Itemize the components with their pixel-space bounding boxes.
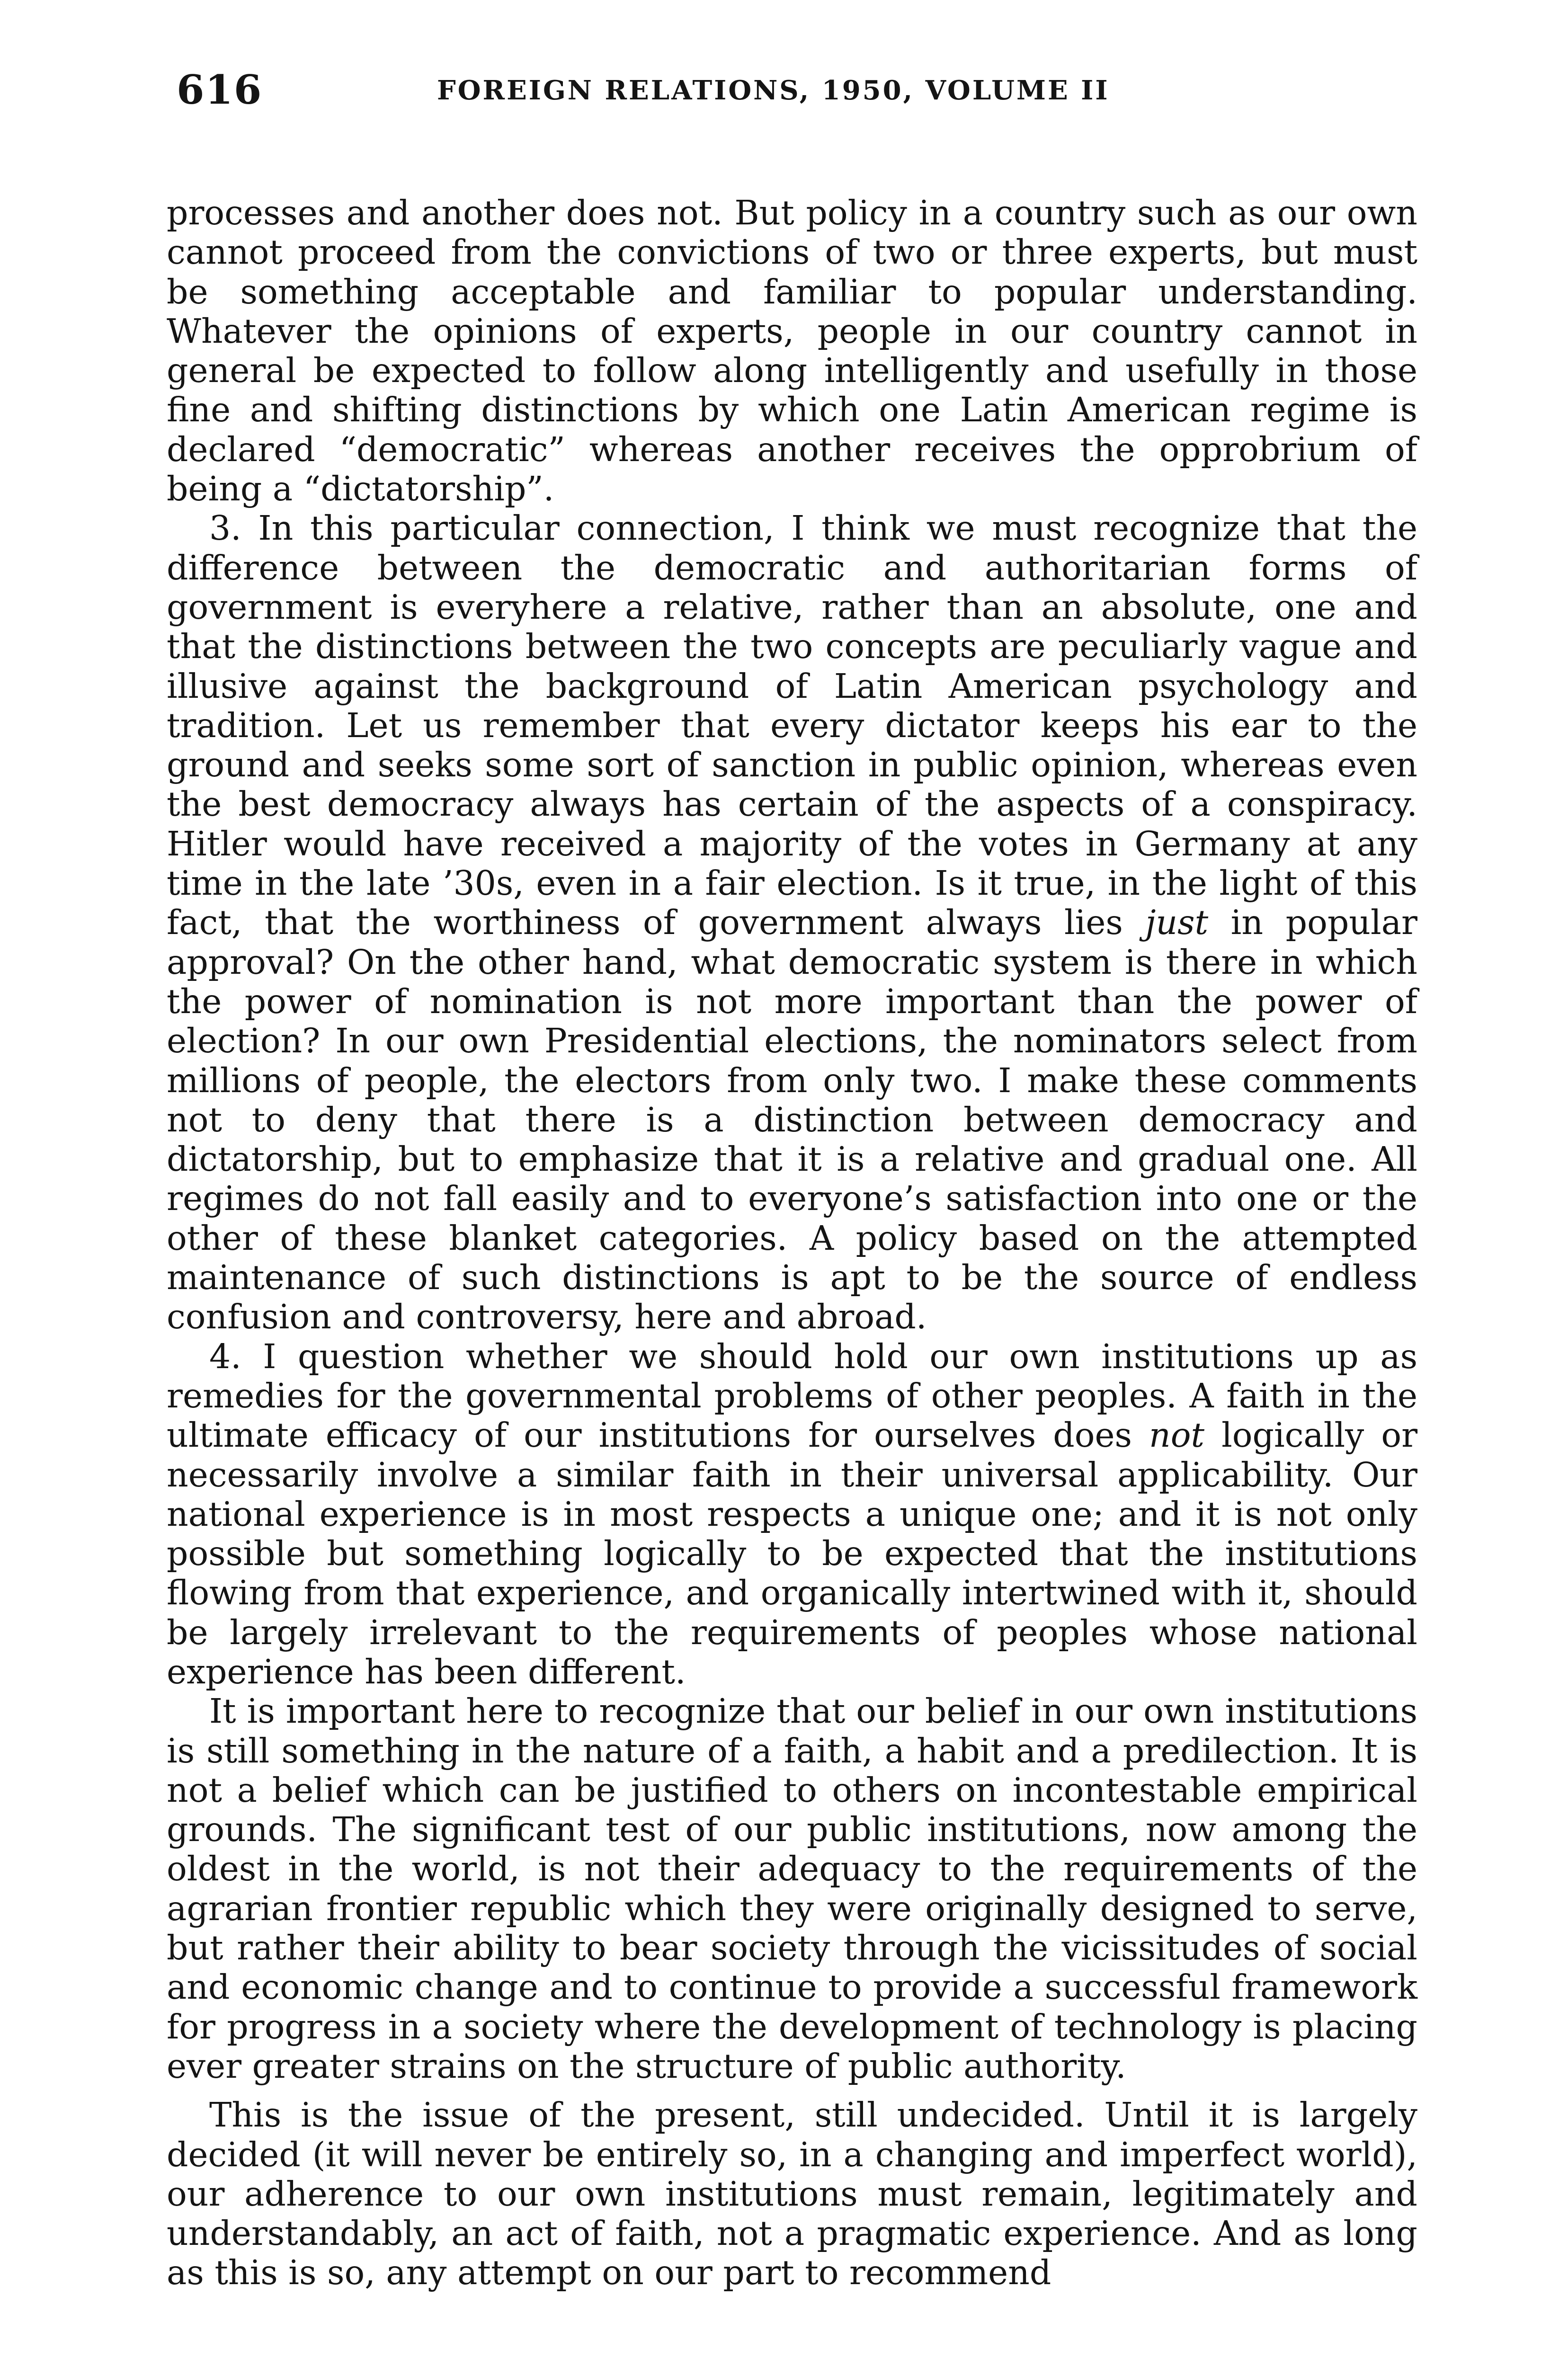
paragraph-point-3-part-2: in popular approval? On the other hand, what democratic system is there in which the power of nomination is not more important than the power of election? In our own Presidential elections, the nominators select from millions of people, the electors from only two. I make these comments not to deny that there is a distinction between democracy and dictatorship, but to emphasize that it is a relative and gradual one. All regimes do not fall easily and to everyone’s satisfaction into one or the other of these blanket categories. A policy based on the attempted maintenance of such distinctions is apt to be the source of endless confusion and controversy, here and abroad. — [167, 903, 1417, 1337]
emphasis-just: just — [1145, 903, 1209, 943]
running-head: FOREIGN RELATIONS, 1950, VOLUME II — [437, 75, 1110, 106]
paragraph-continued: processes and another does not. But policy in a country such as our own cannot proceed from the convictions of two or three experts, but must be something acceptable and familiar to popular understanding. Whatever the opinions of experts, people in our country cannot in general be expected to follow along intelligently and usefully in those fine and shifting distinctions by which one Latin American regime is declared “democratic” whereas another receives the opprobrium of being a “dictatorship”. — [167, 193, 1417, 509]
page-header — [177, 66, 1420, 118]
paragraph-point-4-part-1: 4. I question whether we should hold our own institutions up as remedies for the governmental problems of other peoples. A faith in the ultimate efficacy of our institutions for ourselves does — [167, 1336, 1417, 1455]
paragraph-point-3-part-1: 3. In this particular connection, I think we must recognize that the difference between the democratic and authoritarian forms of government is everyhere a relative, rather than an absolute, one and that the distinctions between the two concepts are peculiarly vague and illusive against the background of Latin American psychology and tradition. Let us remember that every dictator keeps his ear to the ground and seeks some sort of sanction in public opinion, whereas even the best democracy always has certain of the aspects of a conspiracy. Hitler would have received a majority of the votes in Germany at any time in the late ’30s, even in a fair election. Is it true, in the light of this fact, that the worthiness of government always lies — [167, 508, 1417, 943]
paragraph-issue-of-present: This is the issue of the present, still undecided. Until it is largely decided (it will never be entirely so, in a changing and imperfect world), our adherence to our own institutions must remain, legitimately and understandably, an act of faith, not a pragmatic experience. And as long as this is so, any attempt on our part to recommend — [167, 2095, 1417, 2293]
paragraph-institutions-faith: It is important here to recognize that our belief in our own institutions is still something in the nature of a faith, a habit and a predilection. It is not a belief which can be justified to others on incontestable empirical grounds. The significant test of our public institutions, now among the oldest in the world, is not their adequacy to the requirements of the agrarian frontier republic which they were originally designed to serve, but rather their ability to bear society through the vicissitudes of social and economic change and to continue to provide a successful framework for progress in a society where the development of technology is placing ever greater strains on the structure of public authority. — [167, 1691, 1417, 2086]
page-number: 616 — [177, 66, 263, 113]
paragraph-point-4 — [167, 1337, 1417, 1692]
paragraph-point-3 — [167, 508, 1417, 1336]
emphasis-not: not — [1149, 1415, 1205, 1455]
paragraph-point-4-part-2: logically or necessarily involve a similar faith in their universal applicability. Our national experience is in most respects a unique one; and it is not only possible but something logically to be expected that the institutions flowing from that experience, and organically intertwined with it, should be largely irrelevant to the requirements of peoples whose national experience has been different. — [167, 1415, 1418, 1691]
body-text — [167, 193, 1417, 2293]
